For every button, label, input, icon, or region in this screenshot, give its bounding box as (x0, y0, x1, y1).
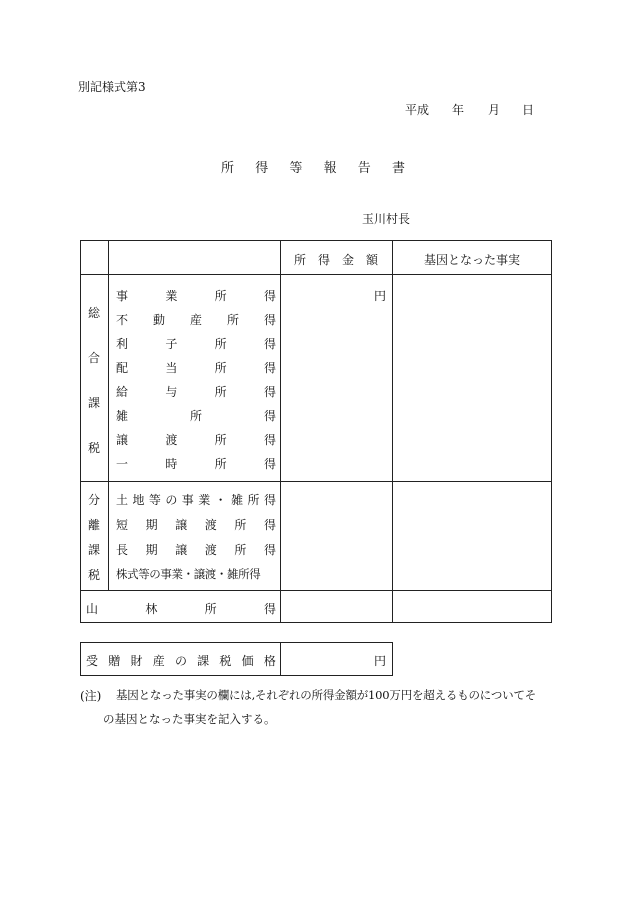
gift-label: 受 贈 財 産 の 課 税 価 格 (86, 654, 276, 668)
row-salary-income: 給 与 所 得 (116, 385, 276, 399)
header-fact: 基因となった事実 (424, 253, 521, 267)
note-line-2: の基因となった事実を記入する。 (103, 712, 276, 726)
row-business-income: 事 業 所 得 (116, 289, 276, 303)
row-stock-income: 株式等の事業・譲渡・雑所得 (116, 567, 261, 581)
date-era: 平成 (405, 103, 430, 117)
addressee: 玉川村長 (362, 212, 411, 226)
note-line-1: 基因となった事実の欄には,それぞれの所得金額が100万円を超えるものについてそ (116, 688, 537, 702)
row-misc-income: 雑 所 得 (116, 409, 276, 423)
row-long-term-transfer: 長 期 譲 渡 所 得 (116, 543, 276, 557)
date-year: 年 (452, 103, 465, 117)
row-occasional-income: 一 時 所 得 (116, 457, 276, 471)
row-forest-income: 山 林 所 得 (86, 602, 276, 616)
header-amount: 所 得 金 額 (294, 253, 378, 267)
row-dividend-income: 配 当 所 得 (116, 361, 276, 375)
row-interest-income: 利 子 所 得 (116, 337, 276, 351)
gift-unit: 円 (374, 654, 387, 668)
row-real-estate-income: 不 動 産 所 得 (116, 313, 276, 327)
page-title: 所 得 等 報 告 書 (221, 161, 405, 176)
row-short-term-transfer: 短 期 譲 渡 所 得 (116, 518, 276, 532)
row-transfer-income: 譲 渡 所 得 (116, 433, 276, 447)
row-land-business-income: 土 地 等 の 事 業 ・ 雑 所 得 (116, 493, 276, 507)
amount-unit: 円 (374, 289, 387, 303)
date-day: 日 (522, 103, 535, 117)
note-prefix: (注) (80, 689, 102, 703)
date-month: 月 (488, 103, 501, 117)
form-number: 別記様式第3 (78, 80, 146, 94)
